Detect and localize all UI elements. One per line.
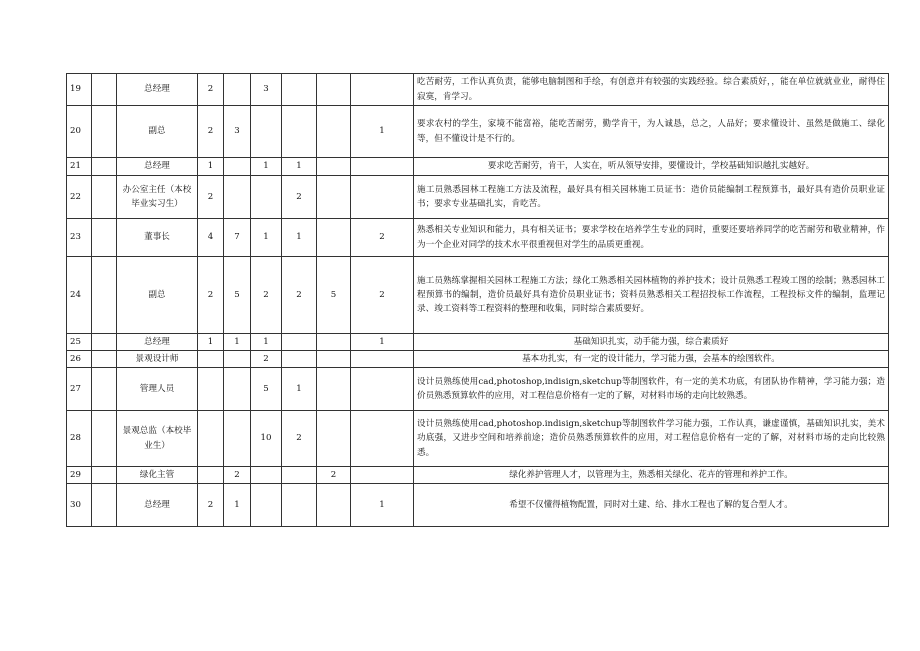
count-cell-1: 2 — [198, 484, 224, 527]
count-cell-5 — [317, 176, 351, 219]
count-cell-5: 2 — [317, 467, 351, 484]
count-cell-2 — [224, 158, 251, 176]
table-row — [67, 467, 889, 484]
position-cell: 董事长 — [117, 219, 198, 257]
table-row — [67, 176, 889, 219]
position-cell: 办公室主任（本校毕业实习生） — [117, 176, 198, 219]
position-cell: 总经理 — [117, 74, 198, 106]
blank-cell — [92, 74, 117, 106]
requirement-cell: 希望不仅懂得植物配置，同时对土建、给、排水工程也了解的复合型人才。 — [414, 484, 889, 527]
count-cell-5 — [317, 158, 351, 176]
position-cell: 绿化主管 — [117, 467, 198, 484]
count-cell-6 — [351, 176, 414, 219]
count-cell-2 — [224, 74, 251, 106]
count-cell-6 — [351, 158, 414, 176]
count-cell-6: 1 — [351, 484, 414, 527]
table-row — [67, 368, 889, 411]
count-cell-3: 2 — [251, 257, 282, 334]
row-number: 24 — [67, 257, 92, 334]
blank-cell — [92, 411, 117, 467]
requirement-cell: 设计员熟练使用cad,photoshop.indisign,sketchup等制图软件学习能力强，工作认真，谦虚谨慎，基础知识扎实，美术功底强，又进步空间和培养前途；造价员熟悉预算软件的应用，对工程信息价格有一定的了解，对材料市场的走向比较熟悉。 — [414, 411, 889, 467]
survey-table — [66, 73, 889, 527]
count-cell-3: 10 — [251, 411, 282, 467]
count-cell-1 — [198, 368, 224, 411]
count-cell-1: 2 — [198, 106, 224, 158]
count-cell-2: 3 — [224, 106, 251, 158]
position-cell: 总经理 — [117, 158, 198, 176]
count-cell-4: 1 — [282, 158, 317, 176]
requirement-cell: 要求农村的学生，家境不能富裕，能吃苦耐劳，勤学肯干，为人诚恳，总之，人品好；要求懂设计、虽然是做施工、绿化等，但不懂设计是不行的。 — [414, 106, 889, 158]
count-cell-3 — [251, 106, 282, 158]
requirement-cell: 要求吃苦耐劳，肯干，人实在，听从领导安排，要懂设计，学校基础知识越扎实越好。 — [414, 158, 889, 176]
position-cell: 景观设计师 — [117, 351, 198, 368]
count-cell-6: 2 — [351, 257, 414, 334]
count-cell-3: 1 — [251, 158, 282, 176]
row-number: 25 — [67, 334, 92, 351]
position-cell: 管理人员 — [117, 368, 198, 411]
count-cell-3 — [251, 467, 282, 484]
row-number: 23 — [67, 219, 92, 257]
row-number: 29 — [67, 467, 92, 484]
requirement-cell: 基础知识扎实，动手能力强，综合素质好 — [414, 334, 889, 351]
count-cell-3: 5 — [251, 368, 282, 411]
count-cell-1: 4 — [198, 219, 224, 257]
count-cell-5 — [317, 484, 351, 527]
count-cell-6 — [351, 351, 414, 368]
count-cell-5 — [317, 106, 351, 158]
count-cell-2: 2 — [224, 467, 251, 484]
requirement-cell: 绿化养护管理人才，以管理为主，熟悉相关绿化、花卉的管理和养护工作。 — [414, 467, 889, 484]
count-cell-1: 1 — [198, 334, 224, 351]
count-cell-4: 2 — [282, 411, 317, 467]
count-cell-3 — [251, 484, 282, 527]
count-cell-5 — [317, 74, 351, 106]
row-number: 28 — [67, 411, 92, 467]
row-number: 22 — [67, 176, 92, 219]
count-cell-6: 1 — [351, 334, 414, 351]
blank-cell — [92, 106, 117, 158]
blank-cell — [92, 351, 117, 368]
count-cell-6 — [351, 368, 414, 411]
count-cell-5 — [317, 368, 351, 411]
position-cell: 景观总监（本校毕业生） — [117, 411, 198, 467]
blank-cell — [92, 467, 117, 484]
count-cell-4 — [282, 106, 317, 158]
table-row — [67, 351, 889, 368]
count-cell-2 — [224, 176, 251, 219]
count-cell-5 — [317, 219, 351, 257]
count-cell-2: 1 — [224, 484, 251, 527]
count-cell-3: 3 — [251, 74, 282, 106]
row-number: 27 — [67, 368, 92, 411]
count-cell-1: 2 — [198, 74, 224, 106]
row-number: 20 — [67, 106, 92, 158]
row-number: 19 — [67, 74, 92, 106]
count-cell-6: 1 — [351, 106, 414, 158]
blank-cell — [92, 334, 117, 351]
count-cell-4 — [282, 74, 317, 106]
blank-cell — [92, 368, 117, 411]
table-row — [67, 257, 889, 334]
count-cell-4: 1 — [282, 219, 317, 257]
count-cell-2: 5 — [224, 257, 251, 334]
count-cell-3: 1 — [251, 219, 282, 257]
table-body — [67, 74, 889, 527]
count-cell-4 — [282, 484, 317, 527]
table-row — [67, 106, 889, 158]
count-cell-6 — [351, 411, 414, 467]
requirement-cell: 施工员熟悉园林工程施工方法及流程，最好具有相关园林施工员证书：造价员能编制工程预算书，最好具有造价员职业证书；要求专业基础扎实，肯吃苦。 — [414, 176, 889, 219]
table-row — [67, 411, 889, 467]
table-row — [67, 219, 889, 257]
count-cell-6 — [351, 467, 414, 484]
blank-cell — [92, 219, 117, 257]
table-row — [67, 158, 889, 176]
requirement-cell: 设计员熟练使用cad,photoshop,indisign,sketchup等制图软件，有一定的美术功底，有团队协作精神，学习能力强；造价员熟悉预算软件的应用，对工程信息价格有一定的了解，对材料市场的走向比较熟悉。 — [414, 368, 889, 411]
count-cell-2: 1 — [224, 334, 251, 351]
count-cell-4 — [282, 351, 317, 368]
blank-cell — [92, 257, 117, 334]
table-row — [67, 484, 889, 527]
row-number: 26 — [67, 351, 92, 368]
count-cell-1: 1 — [198, 158, 224, 176]
count-cell-5 — [317, 411, 351, 467]
count-cell-1 — [198, 351, 224, 368]
count-cell-2: 7 — [224, 219, 251, 257]
count-cell-6 — [351, 74, 414, 106]
row-number: 21 — [67, 158, 92, 176]
blank-cell — [92, 176, 117, 219]
count-cell-4 — [282, 467, 317, 484]
requirement-cell: 熟悉相关专业知识和能力，具有相关证书；要求学校在培养学生专业的同时，重要还要培养同学的吃苦耐劳和敬业精神，作为一个企业对同学的技术水平很重视但对学生的品质更重视。 — [414, 219, 889, 257]
count-cell-5 — [317, 351, 351, 368]
table-row — [67, 334, 889, 351]
count-cell-4: 2 — [282, 176, 317, 219]
count-cell-4: 1 — [282, 368, 317, 411]
blank-cell — [92, 484, 117, 527]
count-cell-1: 2 — [198, 176, 224, 219]
count-cell-4 — [282, 334, 317, 351]
count-cell-1 — [198, 467, 224, 484]
position-cell: 副总 — [117, 257, 198, 334]
count-cell-2 — [224, 368, 251, 411]
blank-cell — [92, 158, 117, 176]
count-cell-1 — [198, 411, 224, 467]
count-cell-3 — [251, 176, 282, 219]
row-number: 30 — [67, 484, 92, 527]
table-row — [67, 74, 889, 106]
count-cell-6: 2 — [351, 219, 414, 257]
position-cell: 副总 — [117, 106, 198, 158]
count-cell-4: 2 — [282, 257, 317, 334]
position-cell: 总经理 — [117, 484, 198, 527]
requirement-cell: 吃苦耐劳，工作认真负责，能够电脑制图和手绘，有创意并有较强的实践经验。综合素质好，，能在单位就就业业，耐得住寂寞，肯学习。 — [414, 74, 889, 106]
requirement-cell: 施工员熟练掌握相关园林工程施工方法；绿化工熟悉相关园林植物的养护技术；设计员熟悉工程竣工图的绘制；熟悉园林工程预算书的编制，造价员最好具有造价员职业证书；资料员熟悉相关工程招投标工作流程，工程投标文件的编制，监理记录、竣工资料等工程资料的整理和收集，同时综合素质要好。 — [414, 257, 889, 334]
count-cell-5: 5 — [317, 257, 351, 334]
count-cell-3: 1 — [251, 334, 282, 351]
position-cell: 总经理 — [117, 334, 198, 351]
count-cell-3: 2 — [251, 351, 282, 368]
count-cell-2 — [224, 351, 251, 368]
count-cell-1: 2 — [198, 257, 224, 334]
requirement-cell: 基本功扎实，有一定的设计能力，学习能力强，会基本的绘图软件。 — [414, 351, 889, 368]
count-cell-5 — [317, 334, 351, 351]
count-cell-2 — [224, 411, 251, 467]
